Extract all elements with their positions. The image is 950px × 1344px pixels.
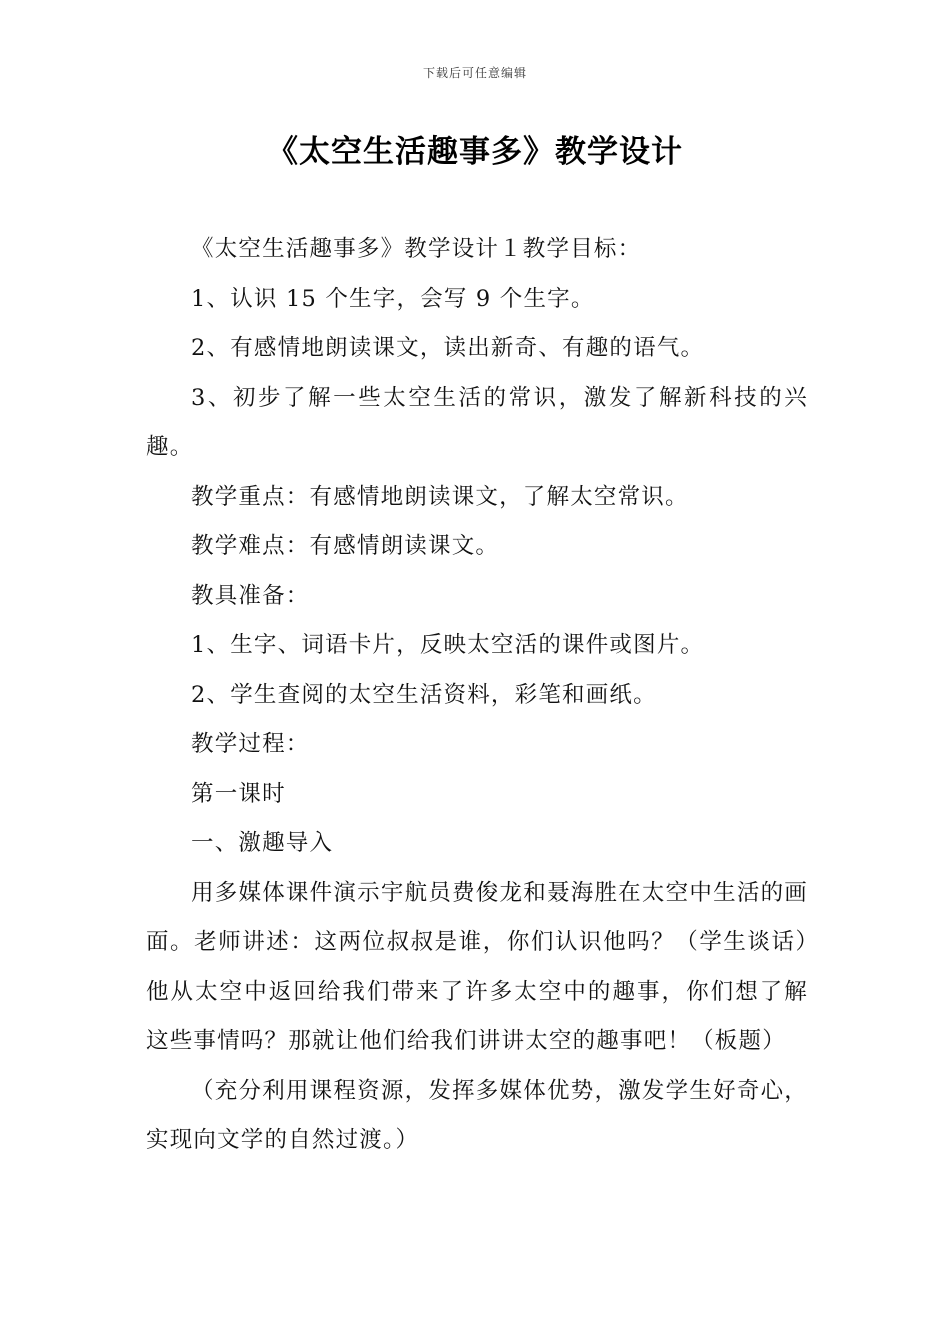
paragraph-intro-note: （充分利用课程资源，发挥多媒体优势，激发学生好奇心，实现向文学的自然过渡。） <box>146 1077 808 1153</box>
paragraph-objective-3: 3、初步了解一些太空生活的常识，激发了解新科技的兴趣。 <box>146 384 808 460</box>
paragraph-process-heading: 教学过程： <box>191 731 310 757</box>
paragraph-objective-2: 2、有感情地朗读课文，读出新奇、有趣的语气。 <box>191 335 705 361</box>
paragraph-material-1: 1、生字、词语卡片，反映太空活的课件或图片。 <box>191 632 705 658</box>
paragraph-section-intro: 一、激趣导入 <box>191 830 334 856</box>
document-body <box>146 225 808 1166</box>
paragraph-key-point: 教学重点：有感情地朗读课文，了解太空常识。 <box>191 483 689 510</box>
paragraph-intro-body: 用多媒体课件演示宇航员费俊龙和聂海胜在太空中生活的画面。老师讲述：这两位叔叔是谁，你们认识他吗？（学生谈话）他从太空中返回给我们带来了许多太空中的趣事，你们想了解这些事情吗？那就让他们给我们讲讲太空的趣事吧！（板题） <box>146 879 808 1054</box>
paragraph-materials-heading: 教具准备： <box>191 582 310 609</box>
document-title: 《太空生活趣事多》教学设计 <box>267 134 683 170</box>
paragraph-difficulty: 教学难点：有感情朗读课文。 <box>191 533 500 559</box>
paragraph-first-lesson: 第一课时 <box>191 780 286 807</box>
header-note: 下载后可任意编辑 <box>422 66 527 80</box>
paragraph-material-2: 2、学生查阅的太空生活资料，彩笔和画纸。 <box>191 681 657 708</box>
paragraph-objective-1: 1、认识 15 个生字，会写 9 个生字。 <box>191 285 595 312</box>
paragraph-objectives-heading: 《太空生活趣事多》教学设计１教学目标： <box>191 236 642 262</box>
